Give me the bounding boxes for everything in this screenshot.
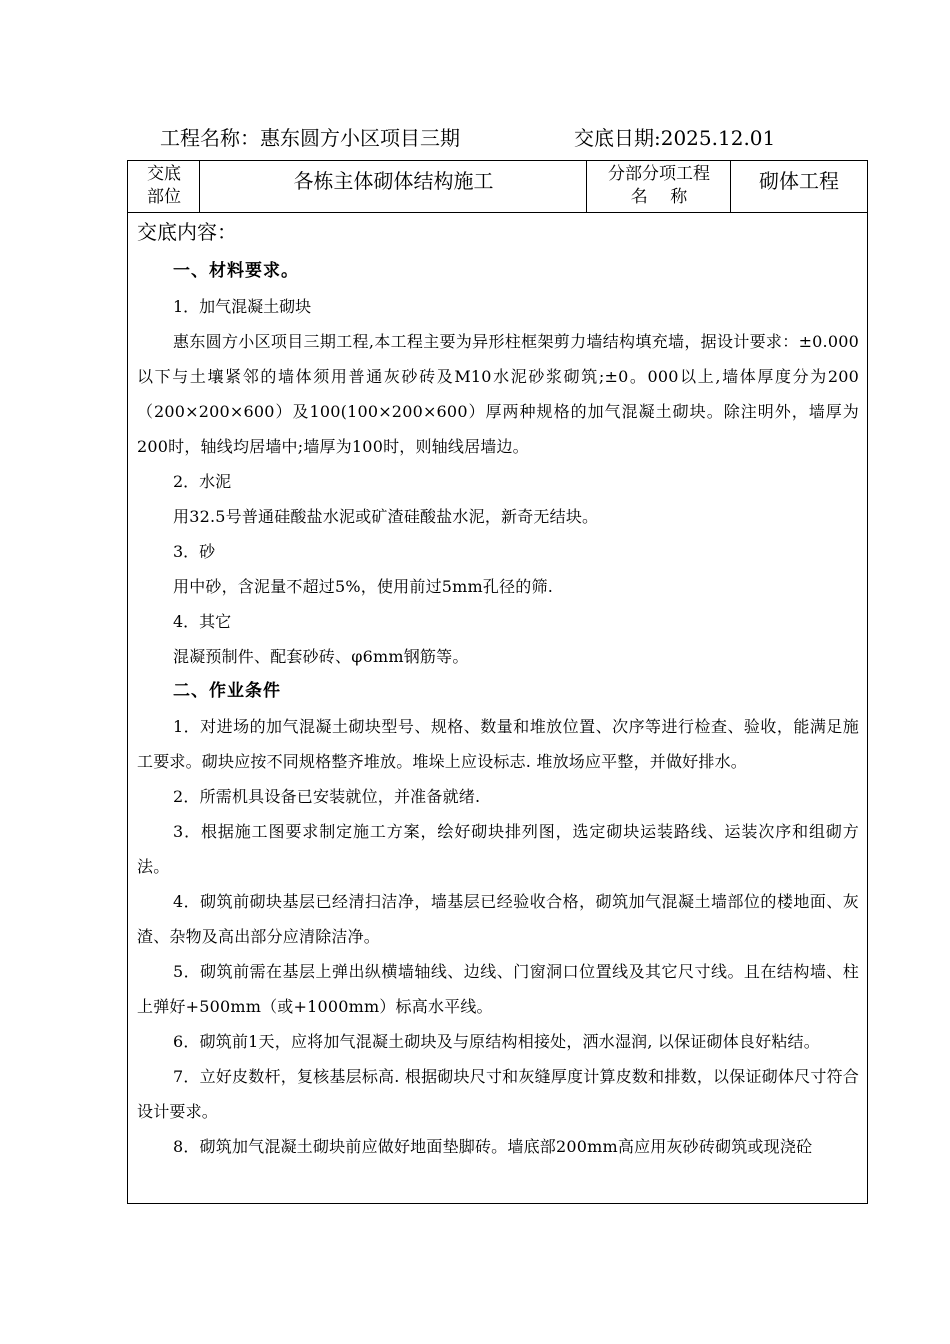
location-value: 各栋主体砌体结构施工 bbox=[293, 169, 494, 193]
condition-2: 2．所需机具设备已安装就位，并准备就绪. bbox=[173, 787, 481, 806]
section-conditions-title: 二、作业条件 bbox=[173, 681, 281, 701]
item-other-title: 4．其它 bbox=[173, 612, 232, 631]
condition-4: 4．砌筑前砌块基层已经清扫洁净，墙基层已经验收合格，砌筑加气混凝土墙部位的楼地面、灰渣、杂物及高出部分应清除洁净。 bbox=[137, 892, 859, 946]
item-sand-text: 用中砂，含泥量不超过5%，使用前过5mm孔径的筛. bbox=[173, 577, 553, 596]
location-label-line1: 交底 bbox=[147, 164, 181, 184]
handover-content bbox=[137, 213, 859, 1164]
condition-5: 5．砌筑前需在基层上弹出纵横墙轴线、边线、门窗洞口位置线及其它尺寸线。且在结构墙、柱上弹好+500mm（或+1000mm）标高水平线。 bbox=[137, 962, 859, 1016]
condition-7: 7．立好皮数杆，复核基层标高. 根据砌块尺寸和灰缝厚度计算皮数和排数，以保证砌体尺寸符合设计要求。 bbox=[137, 1067, 859, 1121]
subproject-label-line1: 分部分项工程 bbox=[608, 164, 710, 184]
location-value-cell bbox=[200, 161, 587, 212]
condition-8: 8．砌筑加气混凝土砌块前应做好地面垫脚砖。墙底部200mm高应用灰砂砖砌筑或现浇砼 bbox=[173, 1137, 813, 1156]
item-other-text: 混凝预制件、配套砂砖、φ6mm钢筋等。 bbox=[173, 647, 469, 666]
table-header-row bbox=[128, 161, 867, 213]
condition-6: 6．砌筑前1天，应将加气混凝土砌块及与原结构相接处，洒水湿润, 以保证砌体良好粘结。 bbox=[173, 1032, 820, 1051]
location-label-line2: 部位 bbox=[147, 187, 181, 207]
subproject-value: 砌体工程 bbox=[759, 169, 839, 193]
location-label-cell bbox=[128, 161, 200, 212]
item-sand-title: 3．砂 bbox=[173, 542, 216, 561]
item-aerated-block-title: 1．加气混凝土砌块 bbox=[173, 297, 312, 316]
handover-date: 交底日期:2025.12.01 bbox=[574, 126, 776, 150]
subproject-label-line2: 名 称 bbox=[630, 187, 688, 207]
project-name: 工程名称：惠东圆方小区项目三期 bbox=[160, 126, 460, 150]
condition-1: 1．对进场的加气混凝土砌块型号、规格、数量和堆放位置、次序等进行检查、验收，能满足施工要求。砌块应按不同规格整齐堆放。堆垛上应设标志. 堆放场应平整，并做好排水。 bbox=[137, 717, 859, 771]
subproject-value-cell bbox=[731, 161, 867, 212]
subproject-label-cell bbox=[587, 161, 731, 212]
item-cement-text: 用32.5号普通硅酸盐水泥或矿渣硅酸盐水泥，新奇无结块。 bbox=[173, 507, 599, 526]
section-materials-title: 一、材料要求。 bbox=[173, 261, 299, 281]
condition-3: 3．根据施工图要求制定施工方案，绘好砌块排列图，选定砌块运装路线、运装次序和组砌方法。 bbox=[137, 822, 859, 876]
item-cement-title: 2．水泥 bbox=[173, 472, 232, 491]
item-aerated-block-text: 惠东圆方小区项目三期工程,本工程主要为异形柱框架剪力墙结构填充墙，据设计要求：±0.000以下与土壤紧邻的墙体须用普通灰砂砖及M10水泥砂浆砌筑;±0。000以上,墙体厚度分为200（200×200×600）及100(100×200×600）厚两种规格的加气混凝土砌块。除注明外，墙厚为200时，轴线均居墙中;墙厚为100时，则轴线居墙边。 bbox=[137, 332, 859, 456]
content-intro: 交底内容： bbox=[137, 220, 237, 244]
handover-table bbox=[127, 160, 868, 1204]
